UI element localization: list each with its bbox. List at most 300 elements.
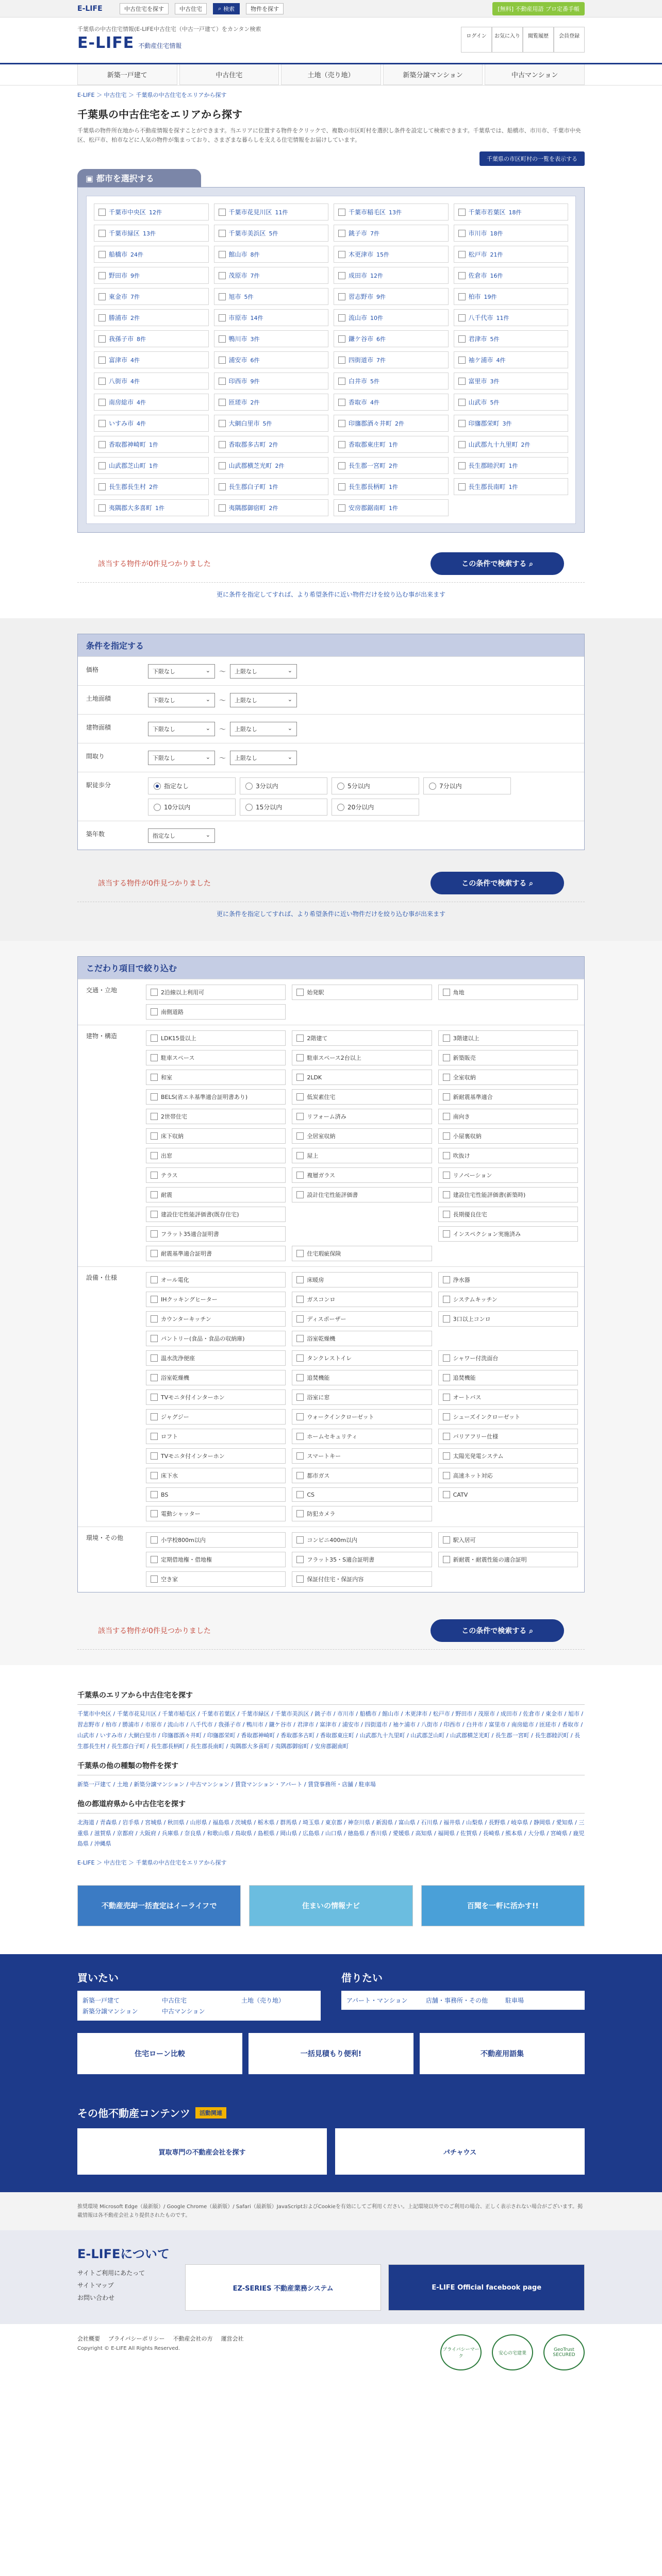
option-checkbox[interactable] bbox=[443, 989, 450, 996]
city-checkbox[interactable] bbox=[98, 272, 106, 279]
breadcrumb-bottom[interactable]: E-LIFE ＞ 中古住宅 ＞ 千葉県の中古住宅をエリアから探す bbox=[77, 1859, 227, 1867]
option-checkbox[interactable] bbox=[296, 1113, 304, 1120]
detail-option[interactable] bbox=[438, 1187, 578, 1202]
detail-option[interactable] bbox=[146, 1128, 286, 1144]
search-submit-button[interactable]: この条件で検索する ⌕ bbox=[431, 1619, 564, 1642]
city-checkbox[interactable] bbox=[338, 272, 345, 279]
detail-option[interactable] bbox=[292, 1311, 432, 1327]
search-submit-button[interactable]: この条件で検索する ⌕ bbox=[431, 552, 564, 575]
city-option[interactable] bbox=[94, 267, 209, 284]
detail-option[interactable] bbox=[292, 1128, 432, 1144]
city-option[interactable] bbox=[94, 288, 209, 305]
banner-ez-series[interactable]: EZ-SERIES 不動産業務システム bbox=[185, 2264, 382, 2311]
detail-option[interactable] bbox=[146, 1409, 286, 1425]
banner-hyakubun[interactable]: 百聞を一軒に活かす!! bbox=[421, 1885, 585, 1926]
city-checkbox[interactable] bbox=[458, 357, 466, 364]
city-option[interactable] bbox=[214, 415, 329, 432]
detail-option[interactable] bbox=[292, 1571, 432, 1587]
city-option[interactable] bbox=[94, 309, 209, 326]
option-checkbox[interactable] bbox=[296, 1315, 304, 1323]
option-checkbox[interactable] bbox=[296, 1413, 304, 1420]
city-checkbox[interactable] bbox=[219, 335, 226, 343]
city-checkbox[interactable] bbox=[98, 293, 106, 300]
city-option[interactable] bbox=[454, 309, 569, 326]
city-option[interactable] bbox=[334, 415, 449, 432]
city-checkbox[interactable] bbox=[219, 378, 226, 385]
option-checkbox[interactable] bbox=[296, 1536, 304, 1544]
option-checkbox[interactable] bbox=[296, 1152, 304, 1159]
range-from-select[interactable] bbox=[148, 664, 215, 679]
city-option[interactable] bbox=[454, 246, 569, 263]
city-checkbox[interactable] bbox=[98, 357, 106, 364]
detail-option[interactable] bbox=[292, 1030, 432, 1046]
detail-option[interactable] bbox=[438, 1030, 578, 1046]
option-checkbox[interactable] bbox=[443, 1354, 450, 1362]
city-option[interactable] bbox=[454, 415, 569, 432]
city-checkbox[interactable] bbox=[219, 314, 226, 321]
breadcrumb[interactable]: E-LIFE ＞ 中古住宅 ＞ 千葉県の中古住宅をエリアから探す bbox=[77, 92, 227, 98]
city-checkbox[interactable] bbox=[98, 420, 106, 427]
detail-option[interactable] bbox=[292, 1389, 432, 1405]
option-checkbox[interactable] bbox=[296, 1335, 304, 1342]
city-option[interactable] bbox=[214, 246, 329, 263]
city-checkbox[interactable] bbox=[458, 378, 466, 385]
city-checkbox[interactable] bbox=[338, 504, 345, 512]
gnav-used-mansion[interactable]: 中古マンション bbox=[485, 64, 585, 85]
city-option[interactable] bbox=[94, 478, 209, 495]
city-checkbox[interactable] bbox=[338, 420, 345, 427]
detail-option[interactable] bbox=[438, 1409, 578, 1425]
option-checkbox[interactable] bbox=[151, 1472, 158, 1479]
gnav-new-mansion[interactable]: 新築分譲マンション bbox=[383, 64, 483, 85]
detail-option[interactable] bbox=[438, 1148, 578, 1163]
city-option[interactable] bbox=[94, 246, 209, 263]
walk-radio[interactable] bbox=[240, 799, 327, 816]
city-option[interactable] bbox=[334, 351, 449, 368]
detail-option[interactable] bbox=[146, 1487, 286, 1502]
search-submit-button[interactable]: この条件で検索する ⌕ bbox=[431, 872, 564, 894]
city-checkbox[interactable] bbox=[338, 462, 345, 469]
detail-option[interactable] bbox=[438, 1448, 578, 1464]
range-to-select[interactable] bbox=[230, 664, 297, 679]
gnav-land[interactable]: 土地（売り地） bbox=[281, 64, 381, 85]
detail-option[interactable] bbox=[146, 1070, 286, 1085]
city-option[interactable] bbox=[94, 351, 209, 368]
detail-option[interactable] bbox=[146, 1429, 286, 1444]
detail-option[interactable] bbox=[146, 1050, 286, 1065]
city-option[interactable] bbox=[214, 436, 329, 453]
city-checkbox[interactable] bbox=[338, 251, 345, 258]
city-option[interactable] bbox=[454, 225, 569, 242]
option-checkbox[interactable] bbox=[151, 1394, 158, 1401]
city-checkbox[interactable] bbox=[338, 230, 345, 237]
city-option[interactable] bbox=[334, 246, 449, 263]
option-checkbox[interactable] bbox=[151, 1113, 158, 1120]
detail-option[interactable] bbox=[292, 1429, 432, 1444]
option-checkbox[interactable] bbox=[443, 1556, 450, 1563]
footer-link-privacy[interactable]: プライバシーポリシー bbox=[108, 2335, 165, 2343]
city-checkbox[interactable] bbox=[458, 441, 466, 448]
option-checkbox[interactable] bbox=[151, 1211, 158, 1218]
about-link-contact[interactable]: お問い合わせ bbox=[77, 2294, 115, 2302]
option-checkbox[interactable] bbox=[151, 989, 158, 996]
option-checkbox[interactable] bbox=[296, 1250, 304, 1257]
city-option[interactable] bbox=[214, 225, 329, 242]
option-checkbox[interactable] bbox=[296, 1296, 304, 1303]
option-checkbox[interactable] bbox=[443, 1413, 450, 1420]
detail-option[interactable] bbox=[292, 1050, 432, 1065]
city-checkbox[interactable] bbox=[338, 483, 345, 490]
buy-link[interactable]: 新築分譲マンション bbox=[82, 2008, 138, 2015]
option-checkbox[interactable] bbox=[296, 1276, 304, 1283]
top-logo[interactable]: E-LIFE bbox=[77, 4, 103, 13]
option-checkbox[interactable] bbox=[151, 1191, 158, 1198]
detail-option[interactable] bbox=[438, 985, 578, 1000]
option-checkbox[interactable] bbox=[443, 1315, 450, 1323]
city-option[interactable] bbox=[334, 478, 449, 495]
option-checkbox[interactable] bbox=[151, 1276, 158, 1283]
detail-option[interactable] bbox=[292, 985, 432, 1000]
buy-link[interactable]: 土地（売り地） bbox=[241, 1997, 285, 2005]
option-checkbox[interactable] bbox=[151, 1575, 158, 1583]
range-from-select[interactable] bbox=[148, 722, 215, 736]
detail-option[interactable] bbox=[146, 1109, 286, 1124]
city-checkbox[interactable] bbox=[219, 504, 226, 512]
walk-radio[interactable] bbox=[148, 799, 236, 816]
gnav-new-house[interactable]: 新築一戸建て bbox=[77, 64, 177, 85]
detail-option[interactable] bbox=[438, 1429, 578, 1444]
option-checkbox[interactable] bbox=[296, 1054, 304, 1061]
city-checkbox[interactable] bbox=[219, 420, 226, 427]
option-checkbox[interactable] bbox=[151, 1510, 158, 1517]
option-checkbox[interactable] bbox=[443, 1035, 450, 1042]
range-from-select[interactable] bbox=[148, 751, 215, 765]
city-checkbox[interactable] bbox=[219, 399, 226, 406]
city-option[interactable] bbox=[214, 499, 329, 516]
option-checkbox[interactable] bbox=[443, 1132, 450, 1140]
city-option[interactable] bbox=[454, 372, 569, 389]
banner-navi[interactable]: 住まいの情報ナビ bbox=[249, 1885, 412, 1926]
city-option[interactable] bbox=[334, 330, 449, 347]
option-checkbox[interactable] bbox=[151, 1172, 158, 1179]
option-checkbox[interactable] bbox=[296, 1575, 304, 1583]
option-checkbox[interactable] bbox=[151, 1374, 158, 1381]
option-checkbox[interactable] bbox=[296, 1035, 304, 1042]
option-checkbox[interactable] bbox=[443, 1276, 450, 1283]
detail-option[interactable] bbox=[292, 1167, 432, 1183]
footer-link-agents[interactable]: 不動産会社の方 bbox=[173, 2335, 213, 2343]
city-option[interactable] bbox=[454, 478, 569, 495]
detail-option[interactable] bbox=[438, 1311, 578, 1327]
city-checkbox[interactable] bbox=[219, 251, 226, 258]
option-checkbox[interactable] bbox=[151, 1296, 158, 1303]
detail-option[interactable] bbox=[146, 1506, 286, 1521]
detail-option[interactable] bbox=[146, 1207, 286, 1222]
detail-option[interactable] bbox=[146, 1532, 286, 1548]
detail-option[interactable] bbox=[438, 1050, 578, 1065]
option-checkbox[interactable] bbox=[151, 1074, 158, 1081]
detail-option[interactable] bbox=[438, 1389, 578, 1405]
option-checkbox[interactable] bbox=[443, 1491, 450, 1498]
city-option[interactable] bbox=[334, 225, 449, 242]
walk-radio[interactable] bbox=[332, 799, 419, 816]
city-option[interactable] bbox=[454, 288, 569, 305]
city-checkbox[interactable] bbox=[98, 209, 106, 216]
city-option[interactable] bbox=[454, 436, 569, 453]
option-checkbox[interactable] bbox=[443, 1093, 450, 1100]
detail-option[interactable] bbox=[146, 1030, 286, 1046]
city-option[interactable] bbox=[94, 225, 209, 242]
city-option[interactable] bbox=[334, 288, 449, 305]
option-checkbox[interactable] bbox=[443, 1374, 450, 1381]
city-option[interactable] bbox=[334, 394, 449, 411]
option-checkbox[interactable] bbox=[296, 1093, 304, 1100]
option-checkbox[interactable] bbox=[443, 1296, 450, 1303]
banner-sell[interactable]: 不動産売却一括査定はイーライフで bbox=[77, 1885, 241, 1926]
city-checkbox[interactable] bbox=[338, 209, 345, 216]
search-kind-select[interactable]: 中古住宅 bbox=[175, 3, 207, 14]
city-option[interactable] bbox=[214, 372, 329, 389]
detail-option[interactable] bbox=[292, 1272, 432, 1287]
detail-option[interactable] bbox=[438, 1350, 578, 1366]
option-checkbox[interactable] bbox=[443, 1152, 450, 1159]
header-nav-favorites[interactable]: お気に入り bbox=[492, 27, 523, 53]
detail-option[interactable] bbox=[292, 1370, 432, 1385]
option-checkbox[interactable] bbox=[443, 1172, 450, 1179]
detail-option[interactable] bbox=[292, 1350, 432, 1366]
detail-option[interactable] bbox=[292, 1070, 432, 1085]
geotrust-seal[interactable]: GeoTrust SECURED bbox=[543, 2334, 585, 2370]
gnav-used-house[interactable]: 中古住宅 bbox=[179, 64, 279, 85]
detail-option[interactable] bbox=[146, 1571, 286, 1587]
option-checkbox[interactable] bbox=[151, 1230, 158, 1238]
detail-option[interactable] bbox=[438, 1272, 578, 1287]
rent-link[interactable]: 駐車場 bbox=[505, 1997, 524, 2005]
option-checkbox[interactable] bbox=[151, 1152, 158, 1159]
option-checkbox[interactable] bbox=[151, 1132, 158, 1140]
detail-option[interactable] bbox=[146, 985, 286, 1000]
walk-radio[interactable] bbox=[148, 777, 236, 794]
detail-option[interactable] bbox=[292, 1448, 432, 1464]
city-checkbox[interactable] bbox=[338, 357, 345, 364]
city-option[interactable] bbox=[94, 457, 209, 474]
option-checkbox[interactable] bbox=[296, 1132, 304, 1140]
city-option[interactable] bbox=[214, 351, 329, 368]
detail-option[interactable] bbox=[292, 1292, 432, 1307]
detail-option[interactable] bbox=[438, 1552, 578, 1567]
city-option[interactable] bbox=[94, 394, 209, 411]
city-checkbox[interactable] bbox=[219, 483, 226, 490]
area-links[interactable]: 千葉市中央区 / 千葉市花見川区 / 千葉市稲毛区 / 千葉市若葉区 / 千葉市緑区 / 千葉市美浜区 / 銚子市 / 市川市 / 船橋市 / 館山市 / 木更津市 / 松戸市 / 野田市 / 茂原市 / 成田市 / 佐倉市 / 東金市 / 旭市 / 習志野市 / 柏市 / 勝浦市 / 市原市 / 流山市 / 八千代市 / 我孫子市 / 鴨川市 / 鎌ケ谷市 / 君津市 / 富津市 / 浦安市 / 四街道市 / 袖ケ浦市 / 八街市 / 印西市 / 白井市 / 富里市 / 南房総市 / 匝瑳市 / 香取市 / 山武市 / いすみ市 / 大網白里市 / 印旛郡酒々井町 / 印旛郡栄町 / 香取郡神崎町 / 香取郡多古町 / 香取郡東庄町 / 山武郡九十九里町 / 山武郡芝山町 / 山武郡横芝光町 / 長生郡一宮町 / 長生郡睦沢町 / 長生郡長生村 / 長生郡白子町 / 長生郡長柄町 / 長生郡長南町 / 夷隅郡大多喜町 / 夷隅郡御宿町 / 安房郡鋸南町 bbox=[77, 1710, 584, 1750]
detail-option[interactable] bbox=[146, 1448, 286, 1464]
city-checkbox[interactable] bbox=[219, 209, 226, 216]
city-checkbox[interactable] bbox=[98, 335, 106, 343]
option-checkbox[interactable] bbox=[296, 1374, 304, 1381]
detail-option[interactable] bbox=[292, 1148, 432, 1163]
detail-option[interactable] bbox=[438, 1292, 578, 1307]
glossary-cta[interactable]: [無料] 不動産用語 プロ定番手帳 bbox=[492, 2, 585, 15]
city-checkbox[interactable] bbox=[98, 399, 106, 406]
detail-option[interactable] bbox=[438, 1226, 578, 1242]
option-checkbox[interactable] bbox=[151, 1491, 158, 1498]
option-checkbox[interactable] bbox=[151, 1452, 158, 1460]
option-checkbox[interactable] bbox=[443, 1191, 450, 1198]
city-option[interactable] bbox=[454, 330, 569, 347]
header-nav-login[interactable]: ログイン bbox=[461, 27, 492, 53]
city-option[interactable] bbox=[94, 330, 209, 347]
banner-glossary[interactable]: 不動産用語集 bbox=[420, 2033, 585, 2074]
detail-option[interactable] bbox=[438, 1370, 578, 1385]
detail-option[interactable] bbox=[292, 1552, 432, 1567]
city-option[interactable] bbox=[334, 204, 449, 221]
detail-option[interactable] bbox=[438, 1128, 578, 1144]
option-checkbox[interactable] bbox=[443, 1394, 450, 1401]
option-checkbox[interactable] bbox=[151, 1093, 158, 1100]
city-checkbox[interactable] bbox=[338, 441, 345, 448]
detail-option[interactable] bbox=[292, 1331, 432, 1346]
city-checkbox[interactable] bbox=[98, 462, 106, 469]
detail-option[interactable] bbox=[146, 1350, 286, 1366]
city-option[interactable] bbox=[214, 478, 329, 495]
city-checkbox[interactable] bbox=[458, 420, 466, 427]
range-to-select[interactable] bbox=[230, 751, 297, 765]
option-checkbox[interactable] bbox=[296, 1074, 304, 1081]
detail-option[interactable] bbox=[438, 1089, 578, 1105]
walk-radio[interactable] bbox=[332, 777, 419, 794]
detail-option[interactable] bbox=[438, 1070, 578, 1085]
detail-option[interactable] bbox=[146, 1089, 286, 1105]
detail-option[interactable] bbox=[292, 1109, 432, 1124]
option-checkbox[interactable] bbox=[443, 1074, 450, 1081]
city-option[interactable] bbox=[334, 309, 449, 326]
option-checkbox[interactable] bbox=[296, 1472, 304, 1479]
detail-option[interactable] bbox=[146, 1246, 286, 1261]
option-checkbox[interactable] bbox=[151, 1335, 158, 1342]
option-checkbox[interactable] bbox=[443, 1113, 450, 1120]
range-to-select[interactable] bbox=[230, 693, 297, 707]
city-checkbox[interactable] bbox=[98, 251, 106, 258]
option-checkbox[interactable] bbox=[296, 1172, 304, 1179]
option-checkbox[interactable] bbox=[296, 1394, 304, 1401]
city-checkbox[interactable] bbox=[98, 378, 106, 385]
city-checkbox[interactable] bbox=[98, 314, 106, 321]
city-checkbox[interactable] bbox=[338, 314, 345, 321]
city-checkbox[interactable] bbox=[98, 441, 106, 448]
about-link-sitemap[interactable]: サイトマップ bbox=[77, 2282, 114, 2290]
detail-option[interactable] bbox=[292, 1468, 432, 1483]
buy-link[interactable]: 中古マンション bbox=[162, 2008, 205, 2015]
city-option[interactable] bbox=[214, 309, 329, 326]
other-item-buyback[interactable]: 買取専門の不動産会社を探す bbox=[77, 2128, 327, 2175]
detail-option[interactable] bbox=[292, 1409, 432, 1425]
age-select[interactable]: 指定なし ⌄ bbox=[148, 828, 215, 843]
detail-option[interactable] bbox=[438, 1532, 578, 1548]
city-option[interactable] bbox=[214, 394, 329, 411]
detail-option[interactable] bbox=[438, 1167, 578, 1183]
option-checkbox[interactable] bbox=[296, 1556, 304, 1563]
detail-option[interactable] bbox=[146, 1370, 286, 1385]
option-checkbox[interactable] bbox=[151, 1413, 158, 1420]
city-option[interactable] bbox=[454, 457, 569, 474]
detail-option[interactable] bbox=[292, 1487, 432, 1502]
rent-link[interactable]: アパート・マンション bbox=[346, 1997, 408, 2005]
option-checkbox[interactable] bbox=[151, 1250, 158, 1257]
city-option[interactable] bbox=[454, 351, 569, 368]
city-checkbox[interactable] bbox=[338, 399, 345, 406]
option-checkbox[interactable] bbox=[296, 1191, 304, 1198]
detail-option[interactable] bbox=[292, 1089, 432, 1105]
detail-option[interactable] bbox=[438, 1468, 578, 1483]
city-option[interactable] bbox=[214, 330, 329, 347]
city-option[interactable] bbox=[94, 372, 209, 389]
footer-link-operator[interactable]: 運営会社 bbox=[221, 2335, 244, 2343]
search-type-select[interactable]: 中古住宅を探す bbox=[120, 3, 169, 14]
detail-option[interactable] bbox=[146, 1311, 286, 1327]
option-checkbox[interactable] bbox=[296, 1510, 304, 1517]
detail-option[interactable] bbox=[146, 1389, 286, 1405]
detail-option[interactable] bbox=[146, 1331, 286, 1346]
city-checkbox[interactable] bbox=[458, 272, 466, 279]
range-from-select[interactable] bbox=[148, 693, 215, 707]
header-nav-register[interactable]: 会員登録 bbox=[554, 27, 585, 53]
city-option[interactable] bbox=[454, 267, 569, 284]
detail-option[interactable] bbox=[146, 1148, 286, 1163]
city-option[interactable] bbox=[214, 204, 329, 221]
city-option[interactable] bbox=[334, 267, 449, 284]
banner-loan[interactable]: 住宅ローン比較 bbox=[77, 2033, 242, 2074]
city-list-toggle[interactable]: 千葉県の市区町村の一覧を表示する bbox=[77, 151, 585, 166]
top-search-button[interactable]: ⌕ 検索 bbox=[213, 3, 240, 14]
banner-estimate[interactable]: 一括見積もり便利! bbox=[249, 2033, 413, 2074]
header-nav-history[interactable]: 閲覧履歴 bbox=[523, 27, 554, 53]
detail-option[interactable] bbox=[438, 1109, 578, 1124]
rent-link[interactable]: 店舗・事務所・その他 bbox=[426, 1997, 488, 2005]
option-checkbox[interactable] bbox=[151, 1054, 158, 1061]
city-checkbox[interactable] bbox=[458, 335, 466, 343]
detail-option[interactable] bbox=[438, 1207, 578, 1222]
option-checkbox[interactable] bbox=[443, 1230, 450, 1238]
option-checkbox[interactable] bbox=[443, 1211, 450, 1218]
site-logo[interactable]: E-LIFE bbox=[77, 34, 135, 52]
option-checkbox[interactable] bbox=[151, 1008, 158, 1015]
option-checkbox[interactable] bbox=[151, 1536, 158, 1544]
detail-option[interactable] bbox=[146, 1226, 286, 1242]
option-checkbox[interactable] bbox=[151, 1354, 158, 1362]
option-checkbox[interactable] bbox=[296, 989, 304, 996]
city-checkbox[interactable] bbox=[219, 230, 226, 237]
detail-option[interactable] bbox=[292, 1246, 432, 1261]
city-checkbox[interactable] bbox=[98, 504, 106, 512]
option-checkbox[interactable] bbox=[151, 1315, 158, 1323]
detail-option[interactable] bbox=[292, 1187, 432, 1202]
city-checkbox[interactable] bbox=[458, 399, 466, 406]
city-checkbox[interactable] bbox=[458, 462, 466, 469]
city-checkbox[interactable] bbox=[338, 293, 345, 300]
option-checkbox[interactable] bbox=[443, 1472, 450, 1479]
city-checkbox[interactable] bbox=[458, 483, 466, 490]
city-checkbox[interactable] bbox=[458, 251, 466, 258]
city-checkbox[interactable] bbox=[219, 462, 226, 469]
detail-option[interactable] bbox=[146, 1468, 286, 1483]
city-option[interactable] bbox=[94, 415, 209, 432]
option-checkbox[interactable] bbox=[443, 1536, 450, 1544]
city-option[interactable] bbox=[334, 499, 449, 516]
banner-facebook[interactable]: E-LIFE Official facebook page bbox=[388, 2264, 585, 2311]
detail-option[interactable] bbox=[146, 1552, 286, 1567]
other-item-pachaus[interactable]: パチャウス bbox=[335, 2128, 585, 2175]
detail-option[interactable] bbox=[146, 1004, 286, 1020]
city-checkbox[interactable] bbox=[219, 357, 226, 364]
